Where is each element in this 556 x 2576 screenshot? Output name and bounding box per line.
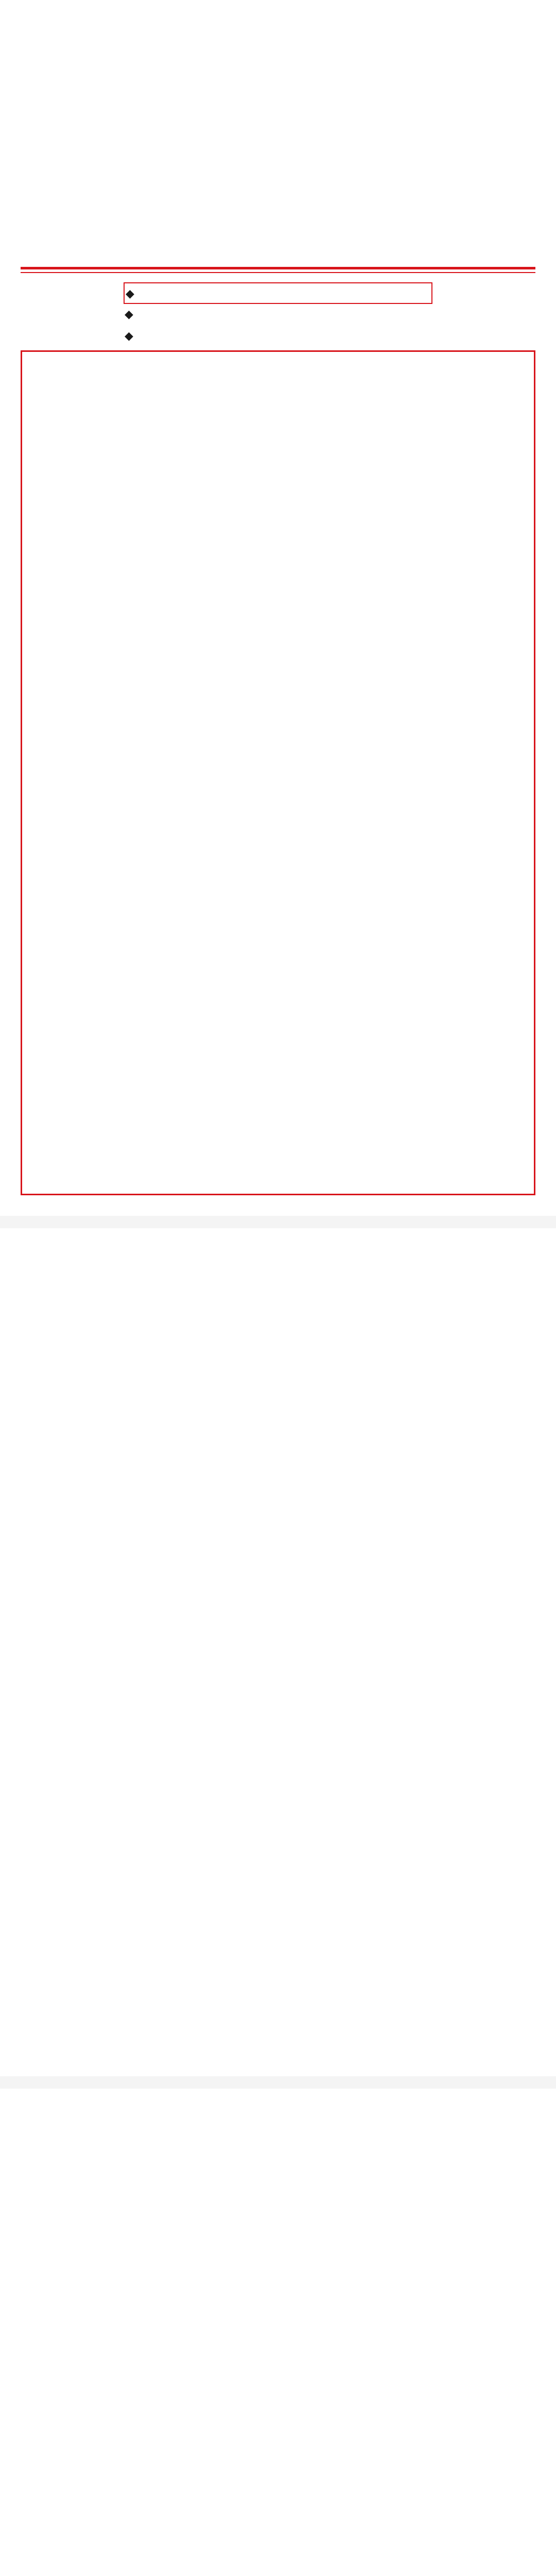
diamond-bullet-icon: ◆ — [125, 330, 133, 343]
article-2 — [21, 1236, 535, 2061]
masthead-rule-thick — [21, 267, 535, 269]
page-break — [0, 2076, 556, 2089]
masthead-rule-thin — [21, 272, 535, 273]
page-break — [0, 1216, 556, 1228]
diamond-bullet-icon: ◆ — [126, 287, 134, 300]
toc-item[interactable] — [124, 304, 432, 326]
toc-item[interactable] — [124, 282, 432, 304]
article-3 — [21, 2097, 535, 2576]
diamond-bullet-icon: ◆ — [125, 308, 133, 321]
table-of-contents — [124, 282, 432, 347]
article-1 — [21, 350, 535, 1195]
toc-item[interactable] — [124, 326, 432, 347]
